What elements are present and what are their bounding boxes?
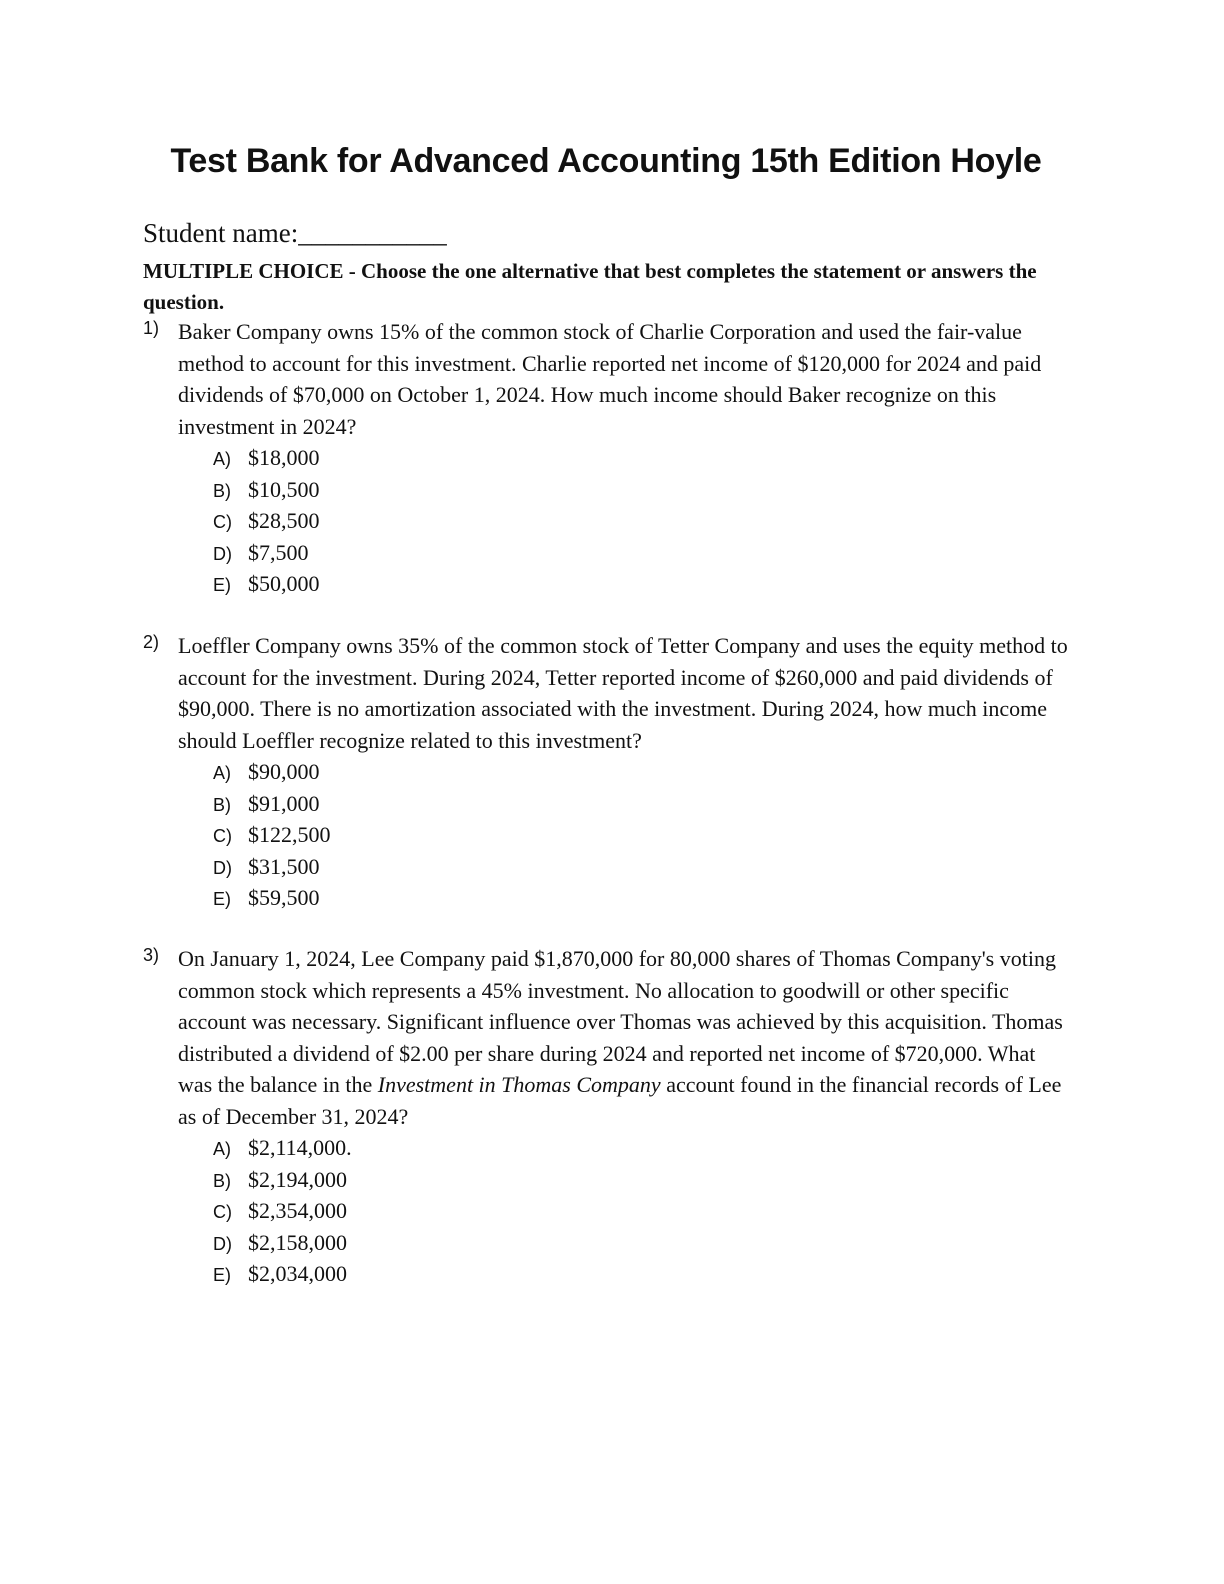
- choice-label: E): [213, 889, 231, 909]
- question-2: [143, 630, 1083, 930]
- question-text-part: On January 1, 2024, Lee Company paid $1,870,000 for 80,000 shares of Thomas Company's voting common stock which represents a 45% investment. No allocation to goodwill or other specific account was necessary. Significant influence over Thomas was achieved by this acquisition. Thomas distributed a dividend of $2.00 per share during 2024 and reported net income of $720,000. What was the balance in the: [178, 946, 1063, 1097]
- choice-label: C): [213, 826, 232, 846]
- choice-label: D): [213, 1233, 232, 1254]
- answer-choice: [213, 537, 1083, 569]
- choice-value: $2,194,000: [248, 1166, 347, 1192]
- choice-label: D): [213, 543, 232, 564]
- choice-value: $2,354,000: [248, 1198, 347, 1223]
- answer-choice: [213, 756, 1083, 788]
- answer-choice: [213, 505, 1083, 537]
- instructions: MULTIPLE CHOICE - Choose the one alternative that best completes the statement or answers the question.: [143, 259, 1037, 314]
- question-number: 3): [143, 945, 160, 965]
- question-text: Loeffler Company owns 35% of the common stock of Tetter Company and uses the equity method to account for the investment. During 2024, Tetter reported income of $260,000 and paid dividends of $90,000. There is no amortization associated with the investment. During 2024, how much income should Loeffler recognize related to this investment?: [178, 633, 1068, 753]
- question-text-part: account found in the financial records of Lee as of December 31, 2024?: [178, 1072, 1062, 1129]
- choice-value: $2,158,000: [248, 1229, 347, 1255]
- choice-value: $91,000: [248, 790, 320, 816]
- choice-value: $50,000: [248, 571, 320, 596]
- question-text: [178, 943, 1068, 1132]
- choice-label: A): [213, 1139, 231, 1159]
- question-1: [143, 316, 1083, 616]
- choice-value: $28,500: [248, 508, 320, 533]
- choice-label: D): [213, 857, 232, 878]
- answer-choice: [213, 474, 1083, 506]
- choice-value: $18,000: [248, 445, 320, 470]
- answer-choice: [213, 442, 1083, 474]
- choice-label: E): [213, 1265, 231, 1285]
- question-text: Baker Company owns 15% of the common stock of Charlie Corporation and used the fair-value method to account for this investment. Charlie reported net income of $120,000 for 2024 and paid dividends of $70,000 on October 1, 2024. How much income should Baker recognize on this investment in 2024?: [178, 319, 1042, 439]
- choice-value: $59,500: [248, 885, 320, 910]
- answer-choice: [213, 1195, 1083, 1227]
- answer-choice: [213, 788, 1083, 820]
- choice-value: $7,500: [248, 539, 309, 565]
- choice-label: C): [213, 1202, 232, 1222]
- question-number: 1): [143, 318, 160, 338]
- answer-choice: [213, 1227, 1083, 1259]
- choice-label: A): [213, 763, 231, 783]
- choice-value: $2,114,000.: [248, 1135, 352, 1160]
- answer-choice: [213, 882, 1083, 914]
- choice-label: B): [213, 794, 231, 815]
- answer-choice: [213, 851, 1083, 883]
- choice-label: A): [213, 449, 231, 469]
- account-name: Investment in Thomas Company: [377, 1072, 661, 1097]
- answer-choices: [213, 1132, 1083, 1290]
- choice-label: E): [213, 575, 231, 595]
- question-number: 2): [143, 632, 160, 652]
- student-name-line: Student name:___________: [143, 218, 447, 248]
- question-3: [143, 943, 1083, 1306]
- choice-label: B): [213, 480, 231, 501]
- answer-choice: [213, 819, 1083, 851]
- answer-choices: [213, 442, 1083, 600]
- choice-value: $90,000: [248, 759, 320, 784]
- choice-label: B): [213, 1170, 231, 1191]
- answer-choice: [213, 568, 1083, 600]
- choice-value: $10,500: [248, 476, 320, 502]
- page-title: Test Bank for Advanced Accounting 15th Edition Hoyle: [170, 142, 1042, 180]
- answer-choice: [213, 1132, 1083, 1164]
- choice-value: $122,500: [248, 822, 331, 847]
- choice-value: $31,500: [248, 853, 320, 879]
- choice-value: $2,034,000: [248, 1261, 347, 1286]
- answer-choice: [213, 1164, 1083, 1196]
- answer-choice: [213, 1258, 1083, 1290]
- answer-choices: [213, 756, 1083, 914]
- choice-label: C): [213, 512, 232, 532]
